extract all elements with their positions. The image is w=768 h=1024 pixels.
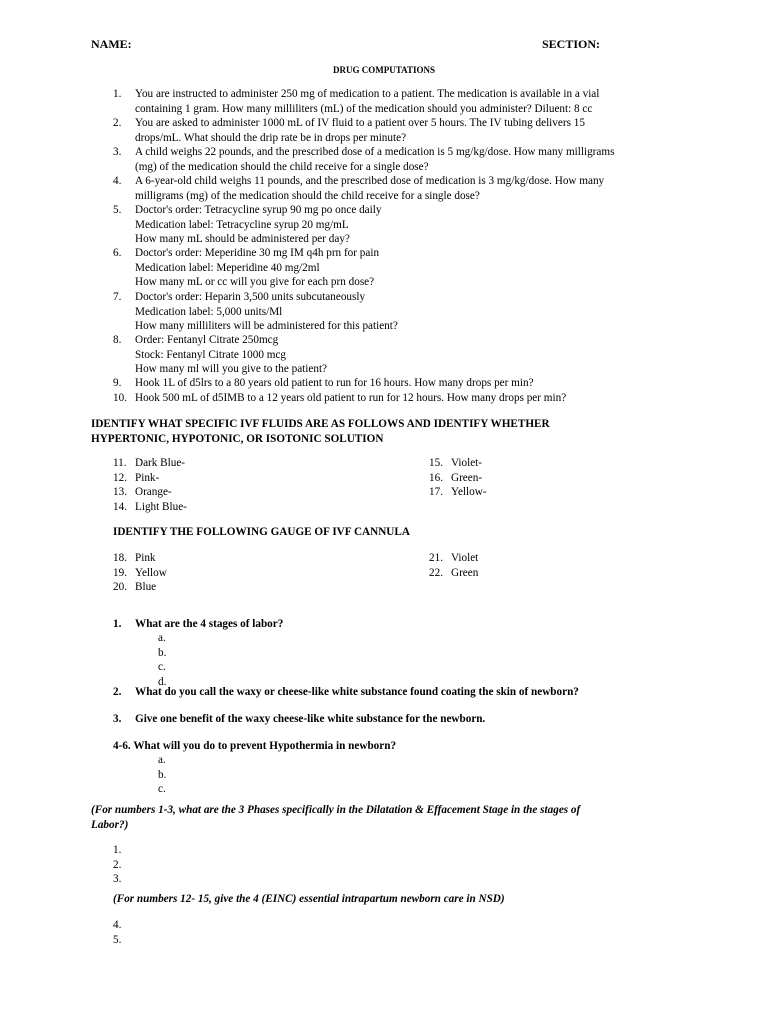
phases-numbers bbox=[113, 843, 121, 887]
item-number: 11. bbox=[113, 457, 127, 469]
item-line: A child weighs 22 pounds, and the prescribed dose of a medication is 5 mg/kg/dose. How many milligrams bbox=[135, 146, 615, 158]
ivf-heading bbox=[91, 417, 550, 446]
labor-question-1 bbox=[113, 617, 283, 632]
item-number: 15. bbox=[429, 457, 443, 469]
item-number: 7. bbox=[113, 291, 122, 303]
item-line: You are instructed to administer 250 mg of medication to a patient. The medication is available in a vial bbox=[135, 88, 600, 100]
item-line: (mg) of the medication should the child receive for a single dose? bbox=[135, 160, 429, 173]
item-line: How many ml will you give to the patient? bbox=[135, 363, 328, 375]
item-line: Stock: Fentanyl Citrate 1000 mcg bbox=[135, 348, 287, 361]
question-text: What are the 4 stages of labor? bbox=[135, 618, 284, 630]
item-line: Doctor's order: Meperidine 30 mg IM q4h prn for pain bbox=[135, 247, 380, 259]
question-text: What will you do to prevent Hypothermia in newborn? bbox=[133, 740, 397, 752]
item-number: 2. bbox=[113, 686, 122, 698]
item-number: 17. bbox=[429, 486, 443, 498]
item-number: 8. bbox=[113, 334, 122, 346]
item-line: Doctor's order: Heparin 3,500 units subcutaneously bbox=[135, 291, 366, 303]
list-item bbox=[113, 566, 167, 581]
item-number: 4. bbox=[113, 175, 122, 187]
item-line: Medication label: Tetracycline syrup 20 mg/mL bbox=[135, 218, 349, 231]
answer-number: 2. bbox=[113, 858, 122, 871]
item-label: Violet- bbox=[451, 457, 483, 469]
item-number: 14. bbox=[113, 500, 127, 513]
item-number: 1. bbox=[113, 88, 122, 100]
item-number: 13. bbox=[113, 486, 127, 498]
question-text: What do you call the waxy or cheese-like white substance found coating the skin of newborn? bbox=[135, 686, 579, 698]
ivf-heading-line: HYPERTONIC, HYPOTONIC, OR ISOTONIC SOLUTION bbox=[91, 432, 384, 445]
section-label: SECTION: bbox=[542, 37, 601, 51]
einc-numbers bbox=[113, 918, 121, 947]
labor-question-3 bbox=[113, 712, 485, 727]
einc-instruction: (For numbers 12- 15, give the 4 (EINC) essential intrapartum newborn care in NSD) bbox=[113, 893, 505, 905]
item-line: A 6-year-old child weighs 11 pounds, and the prescribed dose of medication is 3 mg/kg/dose. How many bbox=[135, 175, 605, 187]
sub-item: d. bbox=[158, 675, 167, 688]
labor-question-2 bbox=[113, 685, 579, 700]
ivf-heading-line: IDENTIFY WHAT SPECIFIC IVF FLUIDS ARE AS FOLLOWS AND IDENTIFY WHETHER bbox=[91, 418, 550, 430]
list-item bbox=[429, 471, 487, 486]
item-number: 1. bbox=[113, 618, 122, 630]
item-label: Yellow- bbox=[451, 486, 487, 498]
item-line: Doctor's order: Tetracycline syrup 90 mg po once daily bbox=[135, 204, 382, 216]
ivf-left-list bbox=[113, 456, 187, 514]
item-number: 21. bbox=[429, 552, 443, 564]
item-label: Violet bbox=[451, 552, 479, 564]
item-number: 18. bbox=[113, 552, 127, 564]
item-label: Pink- bbox=[135, 471, 160, 484]
instruction-line: (For numbers 1-3, what are the 3 Phases specifically in the Dilatation & Effacement Stage in the stages of bbox=[91, 804, 581, 816]
name-label: NAME: bbox=[91, 37, 132, 51]
list-item bbox=[113, 485, 187, 500]
item-label: Dark Blue- bbox=[135, 457, 186, 469]
list-item bbox=[429, 551, 478, 566]
item-line: Hook 1L of d5lrs to a 80 years old patient to run for 16 hours. How many drops per min? bbox=[135, 377, 534, 389]
item-line: How many milliliters will be administered for this patient? bbox=[135, 320, 398, 332]
item-number: 19. bbox=[113, 566, 127, 579]
item-line: drops/mL. What should the drip rate be in drops per minute? bbox=[135, 131, 407, 144]
gauge-right-list bbox=[429, 551, 478, 580]
item-line: How many mL should be administered per day? bbox=[135, 233, 350, 245]
sub-item: b. bbox=[158, 646, 167, 659]
answer-number: 5. bbox=[113, 933, 122, 946]
list-item bbox=[429, 456, 487, 471]
gauge-heading: IDENTIFY THE FOLLOWING GAUGE OF IVF CANNULA bbox=[113, 526, 410, 538]
item-label: Green bbox=[451, 566, 479, 579]
item-line: milligrams (mg) of the medication should the child receive for a single dose? bbox=[135, 189, 480, 202]
sub-item: a. bbox=[158, 754, 166, 766]
gauge-left-list bbox=[113, 551, 167, 595]
item-number: 2. bbox=[113, 117, 122, 129]
item-line: Hook 500 mL of d5IMB to a 12 years old patient to run for 12 hours. How many drops per min? bbox=[135, 392, 567, 404]
instruction-line: Labor?) bbox=[91, 818, 129, 831]
phases-instruction bbox=[91, 803, 580, 832]
item-number: 6. bbox=[113, 247, 122, 259]
item-label: Yellow bbox=[135, 566, 167, 579]
answer-number: 1. bbox=[113, 844, 122, 856]
labor-q1-subs bbox=[158, 631, 166, 689]
answer-number: 3. bbox=[113, 873, 122, 885]
sub-item: a. bbox=[158, 632, 166, 644]
item-number: 3. bbox=[113, 713, 122, 725]
item-number: 4-6. bbox=[113, 740, 131, 752]
sub-item: b. bbox=[158, 768, 167, 781]
item-line: You are asked to administer 1000 mL of IV fluid to a patient over 5 hours. The IV tubing delivers 15 bbox=[135, 117, 585, 129]
list-item bbox=[113, 471, 187, 486]
labor-question-4 bbox=[113, 739, 396, 754]
question-text: Give one benefit of the waxy cheese-like white substance for the newborn. bbox=[135, 713, 486, 725]
item-line: How many mL or cc will you give for each prn dose? bbox=[135, 276, 375, 288]
answer-number: 4. bbox=[113, 919, 122, 931]
sub-item: c. bbox=[158, 783, 166, 795]
page-title: DRUG COMPUTATIONS bbox=[333, 65, 435, 75]
list-item bbox=[429, 566, 478, 581]
item-label: Orange- bbox=[135, 486, 172, 498]
item-number: 12. bbox=[113, 471, 127, 484]
list-item bbox=[113, 500, 187, 515]
item-number: 5. bbox=[113, 204, 122, 216]
item-number: 16. bbox=[429, 471, 443, 484]
item-label: Green- bbox=[451, 471, 483, 484]
item-number: 9. bbox=[113, 377, 122, 389]
labor-q4-subs bbox=[158, 753, 166, 797]
list-item bbox=[113, 551, 167, 566]
item-line: Medication label: 5,000 units/Ml bbox=[135, 305, 283, 318]
sub-item: c. bbox=[158, 661, 166, 673]
item-label: Light Blue- bbox=[135, 500, 187, 513]
list-item bbox=[113, 580, 167, 595]
ivf-right-list bbox=[429, 456, 487, 500]
item-label: Blue bbox=[135, 581, 157, 593]
item-number: 3. bbox=[113, 146, 122, 158]
item-line: Medication label: Meperidine 40 mg/2ml bbox=[135, 261, 320, 274]
item-line: Order: Fentanyl Citrate 250mcg bbox=[135, 334, 279, 346]
item-label: Pink bbox=[135, 552, 156, 564]
item-line: containing 1 gram. How many milliliters (mL) of the medication should you administer? Diluent: 8 cc bbox=[135, 102, 593, 115]
list-item bbox=[429, 485, 487, 500]
list-item bbox=[113, 456, 187, 471]
item-number: 10. bbox=[113, 392, 127, 404]
item-number: 22. bbox=[429, 566, 443, 579]
item-number: 20. bbox=[113, 581, 127, 593]
